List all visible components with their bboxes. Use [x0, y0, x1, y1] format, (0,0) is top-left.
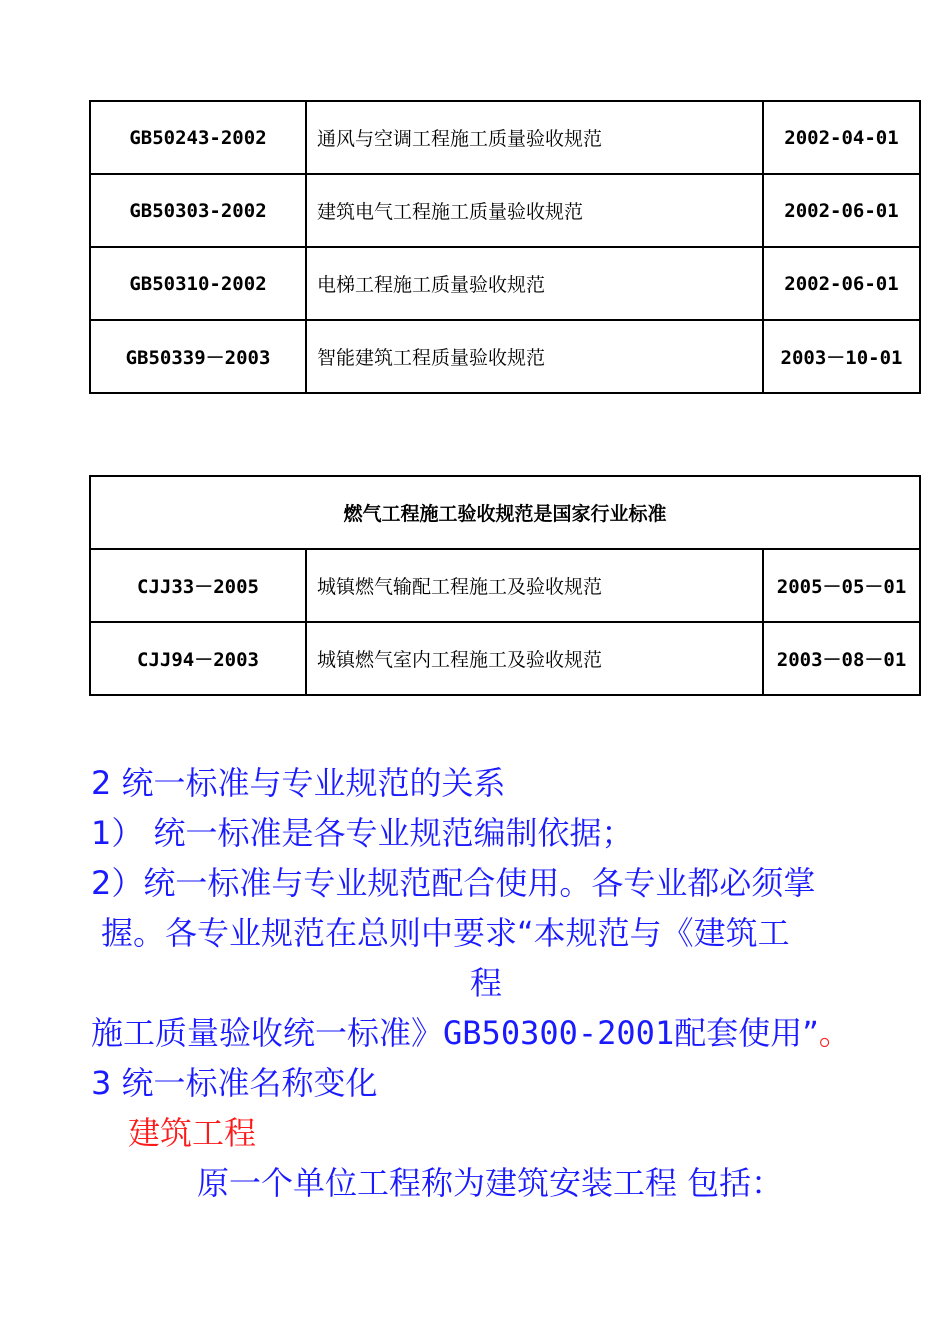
standard-code: GB50310-2002 — [90, 247, 306, 320]
standard-date: 2002-06-01 — [763, 174, 920, 247]
standard-code: GB50303-2002 — [90, 174, 306, 247]
paragraph-text: 施工质量验收统一标准》 — [91, 1014, 444, 1052]
standards-table-2 — [89, 475, 921, 696]
standard-code: GB50243-2002 — [90, 101, 306, 174]
standard-date: 2003－10-01 — [763, 320, 920, 393]
standard-code: CJJ94－2003 — [90, 622, 306, 695]
standard-date: 2002-06-01 — [763, 247, 920, 320]
section-heading-relationship: 2 统一标准与专业规范的关系 — [91, 764, 506, 802]
table-row — [90, 247, 920, 320]
standard-name: 城镇燃气室内工程施工及验收规范 — [306, 622, 763, 695]
standard-code: CJJ33－2005 — [90, 549, 306, 622]
paragraph-line: 1） 统一标准是各专业规范编制依据； — [91, 814, 634, 852]
standard-reference: GB50300-2001 — [443, 1014, 675, 1052]
paragraph-line — [91, 1008, 851, 1054]
standard-name: 通风与空调工程施工质量验收规范 — [306, 101, 763, 174]
paragraph-line: 程 — [470, 964, 503, 1002]
standards-table-1 — [89, 100, 921, 394]
standard-name: 建筑电气工程施工质量验收规范 — [306, 174, 763, 247]
table-row — [90, 320, 920, 393]
standard-date: 2002-04-01 — [763, 101, 920, 174]
table-row — [90, 174, 920, 247]
table-row — [90, 622, 920, 695]
standard-code: GB50339－2003 — [90, 320, 306, 393]
standard-name: 智能建筑工程质量验收规范 — [306, 320, 763, 393]
section-heading-name-change: 3 统一标准名称变化 — [91, 1064, 378, 1102]
table-row — [90, 101, 920, 174]
table-header: 燃气工程施工验收规范是国家行业标准 — [90, 476, 920, 549]
paragraph-line: 2）统一标准与专业规范配合使用。各专业都必须掌 — [91, 864, 816, 902]
paragraph-line: 原一个单位工程称为建筑安装工程 包括： — [197, 1164, 784, 1202]
paragraph-line: 握。各专业规范在总则中要求“本规范与《建筑工 — [101, 914, 790, 952]
table-row — [90, 549, 920, 622]
standard-name: 电梯工程施工质量验收规范 — [306, 247, 763, 320]
standard-date: 2005－05－01 — [763, 549, 920, 622]
standard-name: 城镇燃气输配工程施工及验收规范 — [306, 549, 763, 622]
period-mark: 。 — [818, 1014, 851, 1052]
table-header-row — [90, 476, 920, 549]
paragraph-text: 配套使用” — [674, 1014, 819, 1052]
standard-date: 2003－08－01 — [763, 622, 920, 695]
subheading-construction-engineering: 建筑工程 — [128, 1114, 257, 1152]
